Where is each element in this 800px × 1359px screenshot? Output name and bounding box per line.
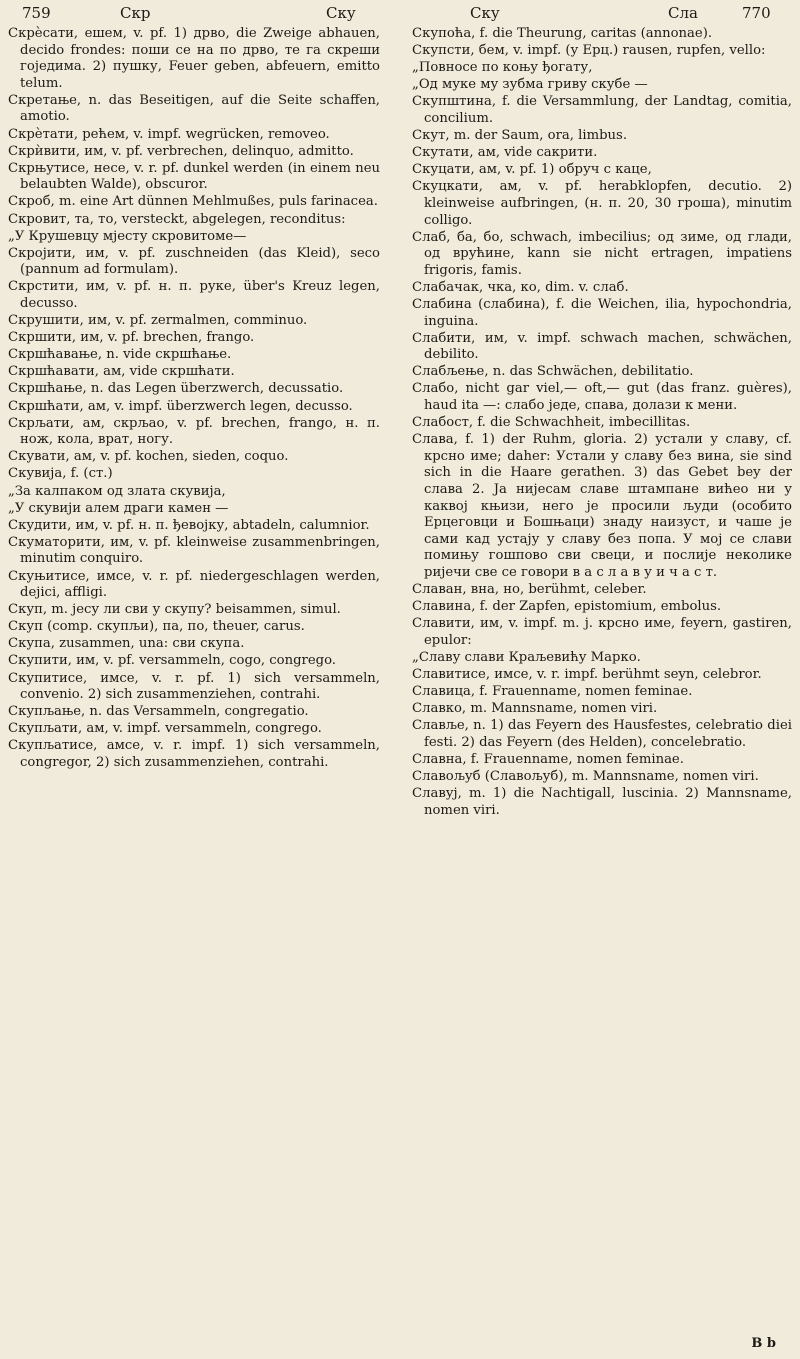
page-number-right: 770 bbox=[742, 4, 771, 22]
dictionary-entry: Славица, f. Frauenname, nomen feminae. bbox=[412, 684, 693, 700]
dictionary-entry: Скуцати, ам, v. pf. 1) обруч с каце, bbox=[412, 162, 652, 178]
dictionary-entry: Скретање, n. das Beseitigen, auf die Seite schaffen, amotio. bbox=[8, 92, 380, 125]
dictionary-entry: Слабина (слабина), f. die Weichen, ilia, hypochondria, inguina. bbox=[412, 297, 792, 329]
right-column bbox=[412, 26, 792, 820]
dictionary-entry: „У Крушевцу мјесту скровитоме— bbox=[8, 228, 247, 244]
dictionary-entry: Скрњутисе, несе, v. r. pf. dunkel werden (in einem neu belaubten Walde), obscuror. bbox=[8, 160, 380, 193]
dictionary-entry: Скуматорити, им, v. pf. kleinweise zusammenbringen, minutim conquiro. bbox=[8, 534, 380, 567]
dictionary-entry: Скуп, m. јесу ли сви у скупу? beisammen, simul. bbox=[8, 602, 341, 618]
dictionary-entry: Скровит, та, то, versteckt, abgelegen, reconditus: bbox=[8, 211, 346, 227]
guide-word-right-last: Сла bbox=[668, 4, 698, 22]
dictionary-entry: Скупити, им, v. pf. versammeln, cogo, congrego. bbox=[8, 653, 336, 669]
dictionary-entry: Скршћање, n. das Legen überzwerch, decussatio. bbox=[8, 381, 344, 397]
dictionary-entry: Скувија, f. (ст.) bbox=[8, 466, 113, 482]
dictionary-entry: Славан, вна, но, berühmt, celeber. bbox=[412, 582, 647, 598]
dictionary-entry: Скуцкати, ам, v. pf. herabklopfen, decutio. 2) kleinweise aufbringen, (н. п. 20, 30 гроша), minutim colligo. bbox=[412, 179, 792, 228]
dictionary-entry: Скудити, им, v. pf. н. п. ђевојку, abtadeln, calumnior. bbox=[8, 517, 370, 533]
dictionary-entry: Славити, им, v. impf. m. j. крсно име, feyern, gastiren, epulor: bbox=[412, 616, 792, 648]
dictionary-entry: Скршћавати, ам, vide скршћати. bbox=[8, 364, 235, 380]
page-number-left: 759 bbox=[22, 4, 51, 22]
dictionary-entry: Скрèтати, рећем, v. impf. wegrücken, removeo. bbox=[8, 126, 330, 142]
dictionary-entry: „Славу слави Краљевићу Марко. bbox=[412, 649, 641, 665]
left-column bbox=[8, 26, 380, 772]
dictionary-entry: Скроб, m. eine Art dünnen Mehlmußes, puls farinacea. bbox=[8, 194, 378, 210]
dictionary-entry: Скупсти, бем, v. impf. (у Ерц.) rausen, rupfen, vello: bbox=[412, 43, 766, 59]
dictionary-entry: Слабо, nicht gar viel,— oft,— gut (das franz. guères), haud ita —: слабо једе, спава, долази к мени. bbox=[412, 381, 792, 414]
dictionary-entry: Славуј, m. 1) die Nachtigall, luscinia. 2) Mannsname, nomen viri. bbox=[412, 786, 792, 818]
dictionary-entry: Слабачак, чка, ко, dim. v. слаб. bbox=[412, 279, 629, 295]
page-header bbox=[0, 0, 800, 28]
dictionary-entry: Слава, f. 1) der Ruhm, gloria. 2) устали у славу, cf. крсно име; daher: Устали у славу без вина, sie sind sich in die Haare gerathen. 3) das Gebet bey der слава 2. Ја нијесам славе штампане вићео ни у каквој књизи, него је просили људи (особито Ерцеговци и Бошњаци) знаду наизуст, и чаше је сами кад устају у славу без попа. У мој се слави помињу гошпово сви свеци, и послије неколике ријечи све се говори в а с л а в у и ч а с т. bbox=[412, 432, 792, 580]
dictionary-entry: Скрљати, ам, скрљао, v. pf. brechen, frango, н. п. нож, кола, врат, ногу. bbox=[8, 415, 380, 448]
dictionary-entry: Скуп (comp. скупљи), па, по, theuer, carus. bbox=[8, 619, 305, 635]
dictionary-entry: Скршћавање, n. vide скршћање. bbox=[8, 347, 232, 363]
guide-word-left-last: Ску bbox=[326, 4, 356, 22]
dictionary-entry: „Од муке му зубма гриву скубе — bbox=[412, 77, 648, 93]
dictionary-entry: Слабити, им, v. impf. schwach machen, schwächen, debilito. bbox=[412, 330, 792, 363]
dictionary-entry: Скутати, ам, vide сакрити. bbox=[412, 145, 598, 161]
guide-word-right-first: Ску bbox=[470, 4, 500, 22]
dictionary-entry: Скуњитисе, имсе, v. r. pf. niedergeschlagen werden, dejici, affligi. bbox=[8, 568, 380, 601]
dictionary-entry: Славље, n. 1) das Feyern des Hausfestes, celebratio diei festi. 2) das Feyern (des Helden), concelebratio. bbox=[412, 718, 792, 750]
dictionary-entry: Скројити, им, v. pf. zuschneiden (das Kleid), seco (pannum ad formulam). bbox=[8, 245, 380, 278]
dictionary-entry: „Повносе по коњу ђогату, bbox=[412, 60, 593, 76]
dictionary-entry: Скршћати, ам, v. impf. überzwerch legen, decusso. bbox=[8, 398, 353, 414]
dictionary-entry: Скупштина, f. die Versammlung, der Landtag, comitia, concilium. bbox=[412, 94, 792, 126]
dictionary-entry: Скрèсати, eшем, v. pf. 1) дрво, die Zweige abhauen, decido frondes: поши се на по дрво, те га скреши гоједима. 2) пушку, Feuer geben, abfeuern, emitto telum. bbox=[8, 26, 380, 91]
dictionary-entry: Славина, f. der Zapfen, epistomium, embolus. bbox=[412, 599, 722, 615]
dictionary-entry: Скршити, им, v. pf. brechen, frango. bbox=[8, 330, 255, 346]
dictionary-entry: Славитисе, имсе, v. r. impf. berühmt seyn, celebror. bbox=[412, 667, 762, 683]
dictionary-entry: „За калпаком од злата скувија, bbox=[8, 483, 226, 499]
dictionary-entry: Славко, m. Mannsname, nomen viri. bbox=[412, 701, 658, 717]
dictionary-entry: Славна, f. Frauenname, nomen feminae. bbox=[412, 752, 684, 768]
dictionary-entry: Скувати, ам, v. pf. kochen, sieden, coquo. bbox=[8, 449, 289, 465]
dictionary-entry: Скрѝвити, им, v. pf. verbrechen, delinquo, admitto. bbox=[8, 143, 354, 159]
dictionary-entry: Славољуб (Славољуб), m. Mannsname, nomen viri. bbox=[412, 769, 759, 785]
dictionary-entry: Слабост, f. die Schwachheit, imbecillitas. bbox=[412, 415, 691, 431]
dictionary-entry: Слабљење, n. das Schwächen, debilitatio. bbox=[412, 364, 694, 380]
guide-word-left-first: Скр bbox=[120, 4, 151, 22]
dictionary-entry: Скупа, zusammen, una: сви скупа. bbox=[8, 636, 245, 652]
dictionary-entry: Скупљати, ам, v. impf. versammeln, congrego. bbox=[8, 721, 322, 737]
dictionary-entry: Слаб, ба, бо, schwach, imbecilius; од зиме, од глади, од врућине, kann sie nicht ertragen, impatiens frigoris, famis. bbox=[412, 229, 792, 278]
dictionary-entry: Скрстити, им, v. pf. н. п. руке, über's Kreuz legen, decusso. bbox=[8, 279, 380, 311]
dictionary-entry: Скупитисе, имсе, v. r. pf. 1) sich versammeln, convenio. 2) sich zusammenziehen, contrahi. bbox=[8, 670, 380, 703]
dictionary-entry: Скупљатисе, амсе, v. r. impf. 1) sich versammeln, congregor, 2) sich zusammenziehen, contrahi. bbox=[8, 738, 380, 771]
dictionary-entry: Скут, m. der Saum, ora, limbus. bbox=[412, 128, 628, 144]
dictionary-entry: Скрушити, им, v. pf. zermalmen, comminuo. bbox=[8, 313, 308, 329]
dictionary-entry: Скупљање, n. das Versammeln, congregatio. bbox=[8, 704, 309, 720]
signature-mark: B b bbox=[751, 1336, 776, 1351]
dictionary-entry: „У скувији алем драги камен — bbox=[8, 500, 229, 516]
dictionary-entry: Скупоћа, f. die Theurung, caritas (annonae). bbox=[412, 26, 713, 41]
